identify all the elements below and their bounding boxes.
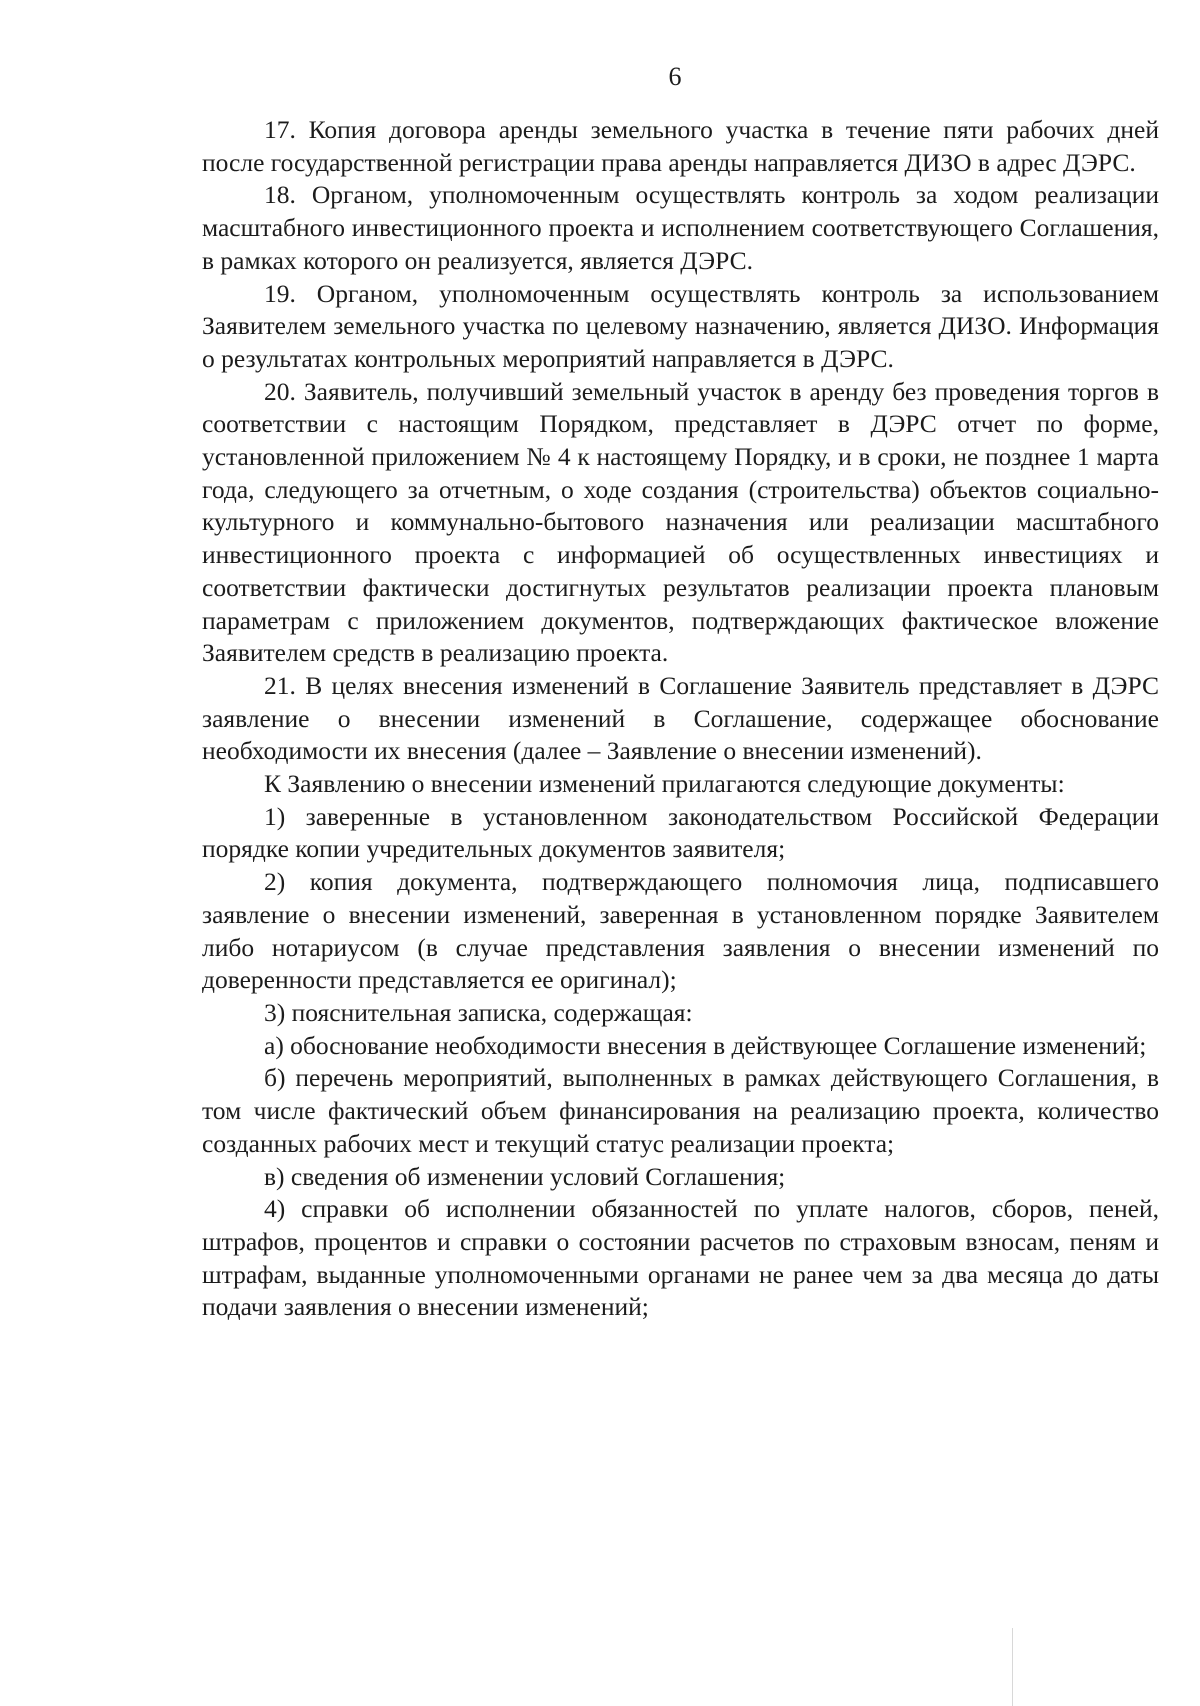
list-item-4: 4) справки об исполнении обязанностей по уплате налогов, сборов, пеней, штрафов, процентов и справки о состоянии расчетов по страховым взносам, пеням и штрафам, выданные уполномоченными органами не ранее чем за два месяца до даты подачи заявления о внесении изменений;	[202, 1194, 1159, 1322]
document-body	[202, 114, 1159, 1324]
list-item-3a: а) обоснование необходимости внесения в действующее Соглашение изменений;	[264, 1030, 1147, 1060]
list-item-3v: в) сведения об изменении условий Соглашения;	[264, 1161, 786, 1191]
paragraph-attachments-intro: К Заявлению о внесении изменений прилагаются следующие документы:	[264, 769, 1065, 799]
paragraph-18: 18. Органом, уполномоченным осуществлять контроль за ходом реализации масштабного инвестиционного проекта и исполнением соответствующего Соглашения, в рамках которого он реализуется, является ДЭРС.	[202, 180, 1159, 275]
scan-artifact-line	[1012, 1628, 1013, 1706]
paragraph-20: 20. Заявитель, получивший земельный участок в аренду без проведения торгов в соответствии с настоящим Порядком, представляет в ДЭРС отчет по форме, установленной приложением № 4 к настоящему Порядку, и в сроки, не позднее 1 марта года, следующего за отчетным, о ходе создания (строительства) объектов социально-культурного и коммунально-бытового назначения или реализации масштабного инвестиционного проекта с информацией об осуществленных инвестициях и соответствии фактически достигнутых результатов реализации проекта плановым параметрам с приложением документов, подтверждающих фактическое вложение Заявителем средств в реализацию проекта.	[202, 376, 1159, 668]
paragraph-19: 19. Органом, уполномоченным осуществлять контроль за использованием Заявителем земельного участка по целевому назначению, является ДИЗО. Информация о результатах контрольных мероприятий направляется в ДЭРС.	[202, 278, 1159, 373]
list-item-3: 3) пояснительная записка, содержащая:	[264, 997, 693, 1027]
paragraph-17: 17. Копия договора аренды земельного участка в течение пяти рабочих дней после государственной регистрации права аренды направляется ДИЗО в адрес ДЭРС.	[202, 115, 1159, 177]
list-item-3b: б) перечень мероприятий, выполненных в рамках действующего Соглашения, в том числе фактический объем финансирования на реализацию проекта, количество созданных рабочих мест и текущий статус реализации проекта;	[202, 1063, 1159, 1158]
page-number: 6	[668, 62, 682, 91]
paragraph-21: 21. В целях внесения изменений в Соглашение Заявитель представляет в ДЭРС заявление о внесении изменений в Соглашение, содержащее обоснование необходимости их внесения (далее – Заявление о внесении изменений).	[202, 670, 1159, 766]
list-item-2: 2) копия документа, подтверждающего полномочия лица, подписавшего заявление о внесении изменений, заверенная в установленном порядке Заявителем либо нотариусом (в случае представления заявления о внесении изменений по доверенности представляется ее оригинал);	[202, 867, 1159, 995]
list-item-1: 1) заверенные в установленном законодательством Российской Федерации порядке копии учредительных документов заявителя;	[202, 801, 1159, 864]
